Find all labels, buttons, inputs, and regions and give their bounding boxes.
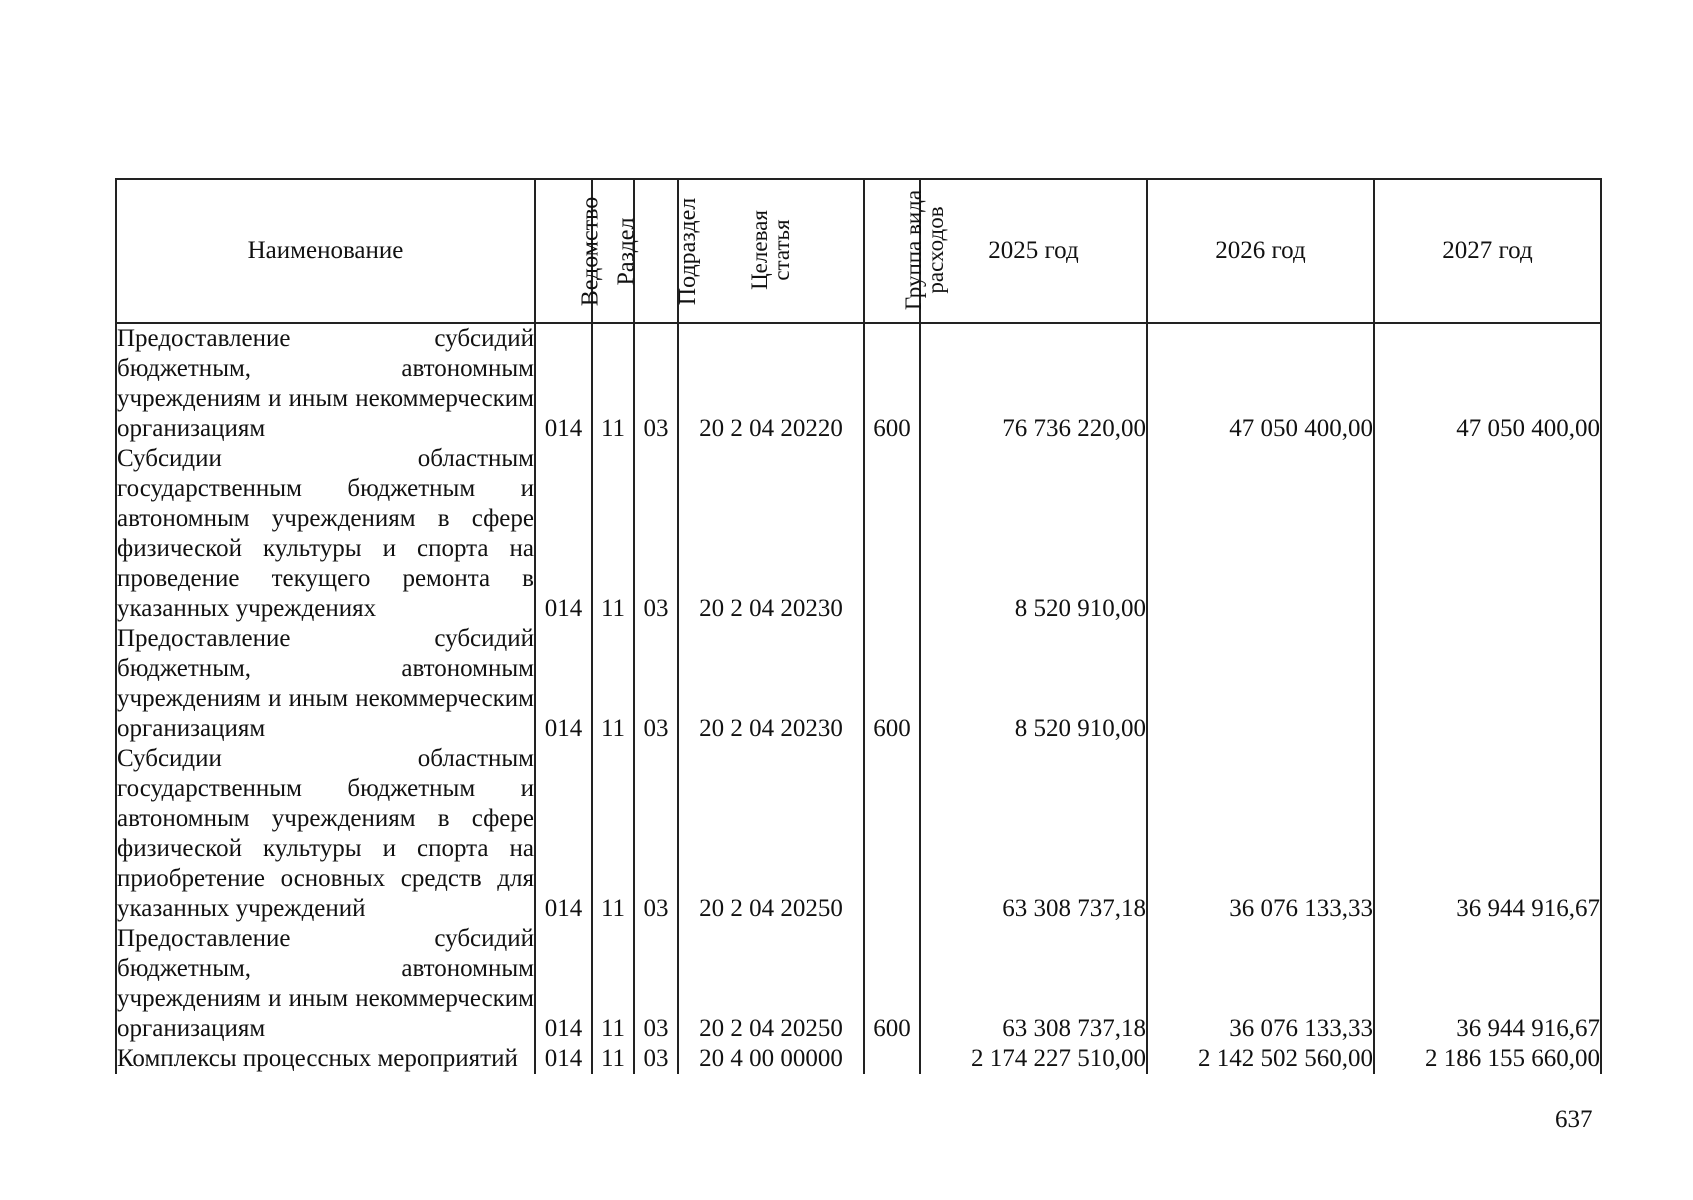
row-amount-2026: 36 076 133,33 [1147, 744, 1374, 924]
row-gruppa-vida [864, 1044, 920, 1074]
table-header-row [116, 179, 1601, 323]
header-2025: 2025 год [920, 179, 1147, 323]
table-row [116, 924, 1601, 1044]
row-gruppa-vida: 600 [864, 924, 920, 1044]
row-gruppa-vida: 600 [864, 624, 920, 744]
header-vedomstvo: Ведомство [535, 179, 592, 323]
row-vedomstvo: 014 [535, 1044, 592, 1074]
table-row [116, 1044, 1601, 1074]
row-celevaya-statya: 20 2 04 20220 [678, 323, 864, 444]
row-podrazdel: 03 [634, 323, 678, 444]
header-celevaya-statya: Целевая статья [678, 179, 864, 323]
table-row [116, 444, 1601, 624]
row-amount-2027: 36 944 916,67 [1374, 924, 1601, 1044]
row-razdel: 11 [592, 323, 634, 444]
row-amount-2027: 47 050 400,00 [1374, 323, 1601, 444]
row-amount-2025: 76 736 220,00 [920, 323, 1147, 444]
row-gruppa-vida [864, 744, 920, 924]
row-name: Субсидии областным государственным бюджетным и автономным учреждениям в сфере физической культуры и спорта на приобретение основных средств для указанных учреждений [117, 745, 534, 922]
row-razdel: 11 [592, 924, 634, 1044]
table-row [116, 744, 1601, 924]
row-celevaya-statya: 20 4 00 00000 [678, 1044, 864, 1074]
row-vedomstvo: 014 [535, 444, 592, 624]
row-amount-2026 [1147, 624, 1374, 744]
header-name: Наименование [116, 179, 535, 323]
row-razdel: 11 [592, 744, 634, 924]
row-podrazdel: 03 [634, 744, 678, 924]
row-vedomstvo: 014 [535, 744, 592, 924]
row-razdel: 11 [592, 444, 634, 624]
page-number: 637 [1555, 1106, 1593, 1133]
header-2027: 2027 год [1374, 179, 1601, 323]
row-amount-2025: 63 308 737,18 [920, 924, 1147, 1044]
table-row [116, 323, 1601, 444]
header-2026: 2026 год [1147, 179, 1374, 323]
row-razdel: 11 [592, 624, 634, 744]
row-amount-2025: 8 520 910,00 [920, 624, 1147, 744]
row-vedomstvo: 014 [535, 924, 592, 1044]
row-celevaya-statya: 20 2 04 20250 [678, 744, 864, 924]
row-amount-2025: 8 520 910,00 [920, 444, 1147, 624]
row-podrazdel: 03 [634, 444, 678, 624]
row-name: Предоставление субсидий бюджетным, автономным учреждениям и иным некоммерческим организациям [117, 625, 534, 742]
row-amount-2026: 47 050 400,00 [1147, 323, 1374, 444]
row-name: Субсидии областным государственным бюджетным и автономным учреждениям в сфере физической культуры и спорта на проведение текущего ремонта в указанных учреждениях [117, 445, 534, 622]
budget-table [115, 178, 1602, 1074]
row-razdel: 11 [592, 1044, 634, 1074]
row-amount-2026 [1147, 444, 1374, 624]
header-gruppa-vida-rashodov: Группа вида расходов [864, 179, 920, 323]
row-amount-2027 [1374, 444, 1601, 624]
row-amount-2026: 36 076 133,33 [1147, 924, 1374, 1044]
row-amount-2027 [1374, 624, 1601, 744]
row-vedomstvo: 014 [535, 323, 592, 444]
row-amount-2027: 2 186 155 660,00 [1374, 1044, 1601, 1074]
row-name: Предоставление субсидий бюджетным, автономным учреждениям и иным некоммерческим организациям [117, 925, 534, 1042]
row-podrazdel: 03 [634, 924, 678, 1044]
row-name: Комплексы процессных мероприятий [116, 1044, 535, 1074]
row-celevaya-statya: 20 2 04 20230 [678, 444, 864, 624]
row-amount-2027: 36 944 916,67 [1374, 744, 1601, 924]
row-celevaya-statya: 20 2 04 20230 [678, 624, 864, 744]
row-podrazdel: 03 [634, 624, 678, 744]
header-podrazdel: Подраздел [634, 179, 678, 323]
row-name: Предоставление субсидий бюджетным, автономным учреждениям и иным некоммерческим организациям [117, 325, 534, 442]
row-amount-2025: 63 308 737,18 [920, 744, 1147, 924]
table-row [116, 624, 1601, 744]
row-amount-2026: 2 142 502 560,00 [1147, 1044, 1374, 1074]
row-gruppa-vida [864, 444, 920, 624]
row-gruppa-vida: 600 [864, 323, 920, 444]
row-vedomstvo: 014 [535, 624, 592, 744]
row-celevaya-statya: 20 2 04 20250 [678, 924, 864, 1044]
row-podrazdel: 03 [634, 1044, 678, 1074]
row-amount-2025: 2 174 227 510,00 [920, 1044, 1147, 1074]
header-razdel: Раздел [592, 179, 634, 323]
